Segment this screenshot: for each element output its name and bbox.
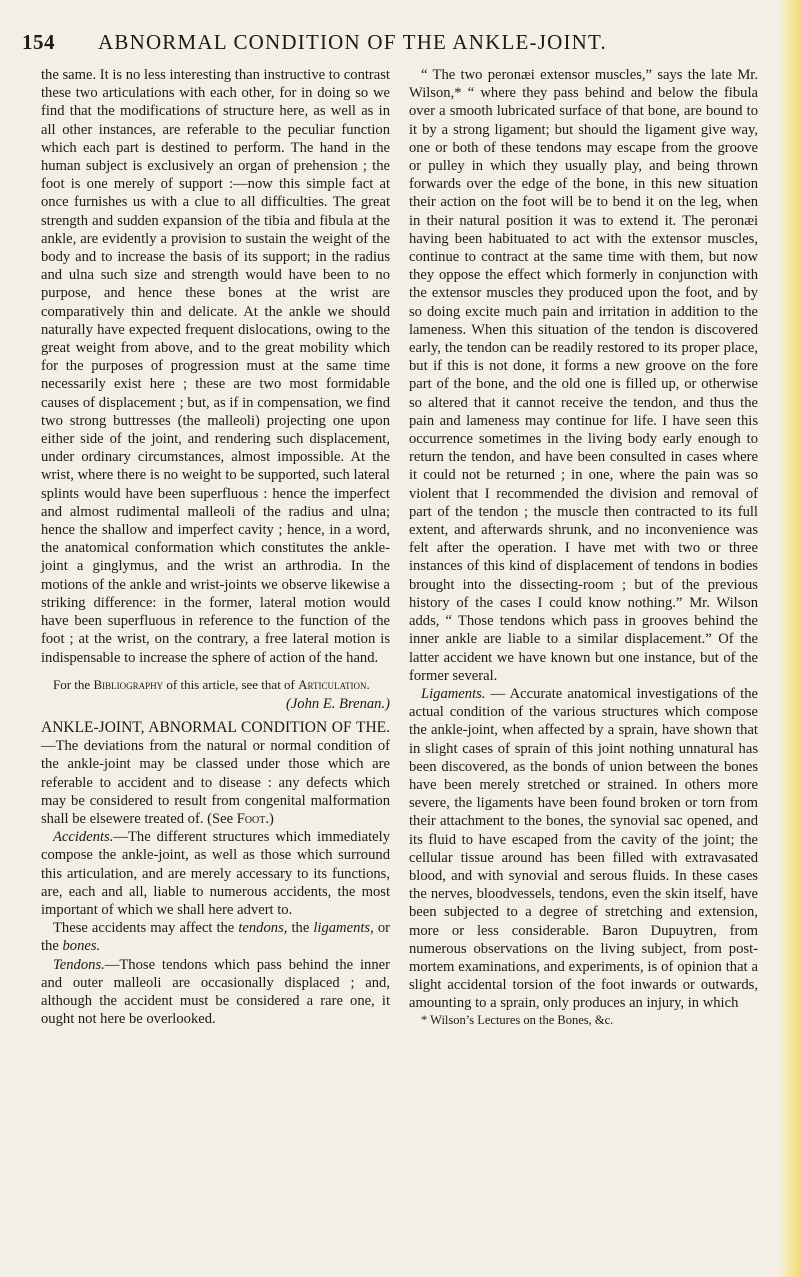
ligaments-label: Ligaments. [421, 685, 486, 702]
entry-paragraph [41, 719, 390, 828]
accidents-label: Accidents. [53, 829, 114, 846]
bibliography-ref: Articulation. [298, 676, 370, 692]
running-head: ABNORMAL CONDITION OF THE ANKLE-JOINT. [98, 30, 607, 54]
page-number: 154 [22, 30, 55, 54]
tendons-paragraph [41, 956, 390, 1029]
left-paragraph-1: the same. It is no less interesting than instructive to contrast these two articulations with each other, for in doing so we find that the modifications of structure here, as well as in all other instances, are referable to the peculiar function which each part is destined to perform. The hand in the human subject is exclusively an organ of prehension ; the foot is one merely of support :—now this simple fact at once furnishes us with a clue to all difficulties. The great strength and sudden expansion of the tibia and fibula at the ankle, are evidently a provision to sustain the weight of the body and to increase the basis of its support; in the radius and ulna such size and strength would have been to no purpose, and hence these bones at the wrist are comparatively thin and delicate. At the ankle we should naturally have expected frequent dislocations, owing to the great weight from above, and to the great mobility which for the purposes of progression must at the same time necessarily exist here ; these are two most formidable causes of displacement ; but, as if in compensation, we find two strong buttresses (the malleoli) projecting one upon either side of the joint, and rendering such displacement, under ordinary circumstances, almost impossible. At the wrist, where there is no weight to be supported, such lateral splints would have been superfluous : hence the imperfect and almost rudimental malleoli of the radius and ulna; hence the shallow and imperfect cavity ; hence, in a word, the anatomical conformation which constitutes the ankle-joint a ginglymus, and the wrist an arthrodia. In the motions of the ankle and wrist-joints we observe likewise a striking difference: in the former, lateral motion would have been superfluous in reference to the function of the foot ; at the wrist, on the contrary, a free lateral motion is indispensable to increase the sphere of action of the hand. [41, 67, 390, 666]
affect-ligaments: ligaments, [313, 920, 374, 937]
ligaments-text: — Accurate anatomical investigations of the actual condition of the various structures which compose the ankle-joint, when affected by a sprain, have shown that in slight cases of sprain of this joint nothing unnatural has been discovered, as the bonds of union between the bones have been merely stretched or strained. In others more severe, the ligaments have been found broken or torn from their attachment to the bones, the synovial sac opened, and its fluid to have escaped from the cavity of the joint; the cellular tissue around has been filled with extravasated blood, and with synovial and serous fluids. In these cases the nerves, bloodvessels, tendons, even the skin itself, have been subjected to a degree of stretching and extension, more or less considerable. Baron Dupuytren, from numerous observations on the living subject, from post-mortem examinations, and experiments, is of opinion that a slight accidental torsion of the foot inwards or outwards, amounting to a sprain, only produces an injury, in which [409, 685, 758, 1012]
article-author: (John E. Brenan.) [285, 695, 390, 712]
affect-or: or the [41, 920, 390, 955]
tendons-text: —Those tendons which pass behind the inner and outer malleoli are occasionally displaced ; and, although the accident must be considered a rare one, it ought not here be overlooked. [41, 956, 390, 1028]
entry-intro: —The deviations from the natural or normal condition of the ankle-joint may be classed under those which are referable to accident and to disease : any defects which may be considered to result from congenital malformation shall be elsewere treated of. (See [41, 738, 390, 827]
affect-pre: These accidents may affect the [53, 920, 239, 937]
tendons-label: Tendons. [53, 956, 105, 973]
footnote: * Wilson’s Lectures on the Bones, &c. [421, 1012, 614, 1027]
left-column [41, 66, 390, 1028]
bibliography-note [41, 677, 390, 693]
page-header [22, 30, 762, 58]
bibliography-prefix: For the [53, 676, 94, 692]
entry-see-ref: Foot. [236, 810, 270, 827]
affect-tendons: tendons, [238, 920, 288, 937]
entry-close: ) [269, 810, 274, 827]
bibliography-mid: of this article, see that of [163, 676, 299, 692]
wilson-quote-paragraph: “ The two peronæi extensor muscles,” says the late Mr. Wilson,* “ where they pass behind and below the fibula over a smooth lubricated surface of that bone, are bound to it by a strong ligament; but should the ligament give way, one or both of these tendons may escape from the groove or pulley in which they usually play, and being thrown forwards over the edge of the bone, in this new situation their action on the foot will be to bend it on the leg, when in their natural position it was to extend it. The peronæi having been habituated to act with the extensor muscles, continue to contract at the same time with them, but now they oppose the effect which formerly in conjunction with the extensor muscles they produced upon the foot, and by so doing excite much pain and irritation in addition to the lameness. When this situation of the tendon is discovered early, the tendon can be readily restored to its proper place, but if this is not done, it forms a new groove on the fore part of the bone, and the old one is filled up, or otherwise so altered that it cannot receive the tendon, and thus the pain and lameness may continue for life. I have seen this occurrence sometimes in the living body early enough to return the tendon, and have been consulted in cases where it could not be returned ; in one, where the pain was so violent that I recommended the division and removal of part of the tendon ; the muscle then contracted to its full extent, and afterwards shrunk, and no inconvenience was felt after the operation. I have met with two or three instances of this kind of displacement of tendons in bodies brought into the dissecting-room ; but of the previous history of the cases I could know nothing.” Mr. Wilson adds, “ Those tendons which pass in grooves behind the inner ankle are liable to a similar displacement.” Of the latter accident we have known but one instance, but of the former several. [409, 67, 758, 684]
accidents-text: —The different structures which immediately compose the ankle-joint, as well as those which surround this articulation, and are merely accessary to its functions, are, each and all, liable to numerous accidents, the most important of which we shall here advert to. [41, 829, 390, 918]
affect-bones: bones. [62, 938, 101, 955]
page-edge-strip [779, 0, 801, 1277]
affect-mid: the [287, 920, 314, 937]
right-column [409, 66, 758, 1028]
ligaments-paragraph [409, 685, 758, 1013]
entry-title: ANKLE-JOINT, ABNORMAL CONDITION OF THE. [41, 718, 390, 736]
bibliography-term: Bibliography [93, 676, 164, 692]
affect-paragraph [41, 919, 390, 955]
accidents-paragraph [41, 828, 390, 919]
